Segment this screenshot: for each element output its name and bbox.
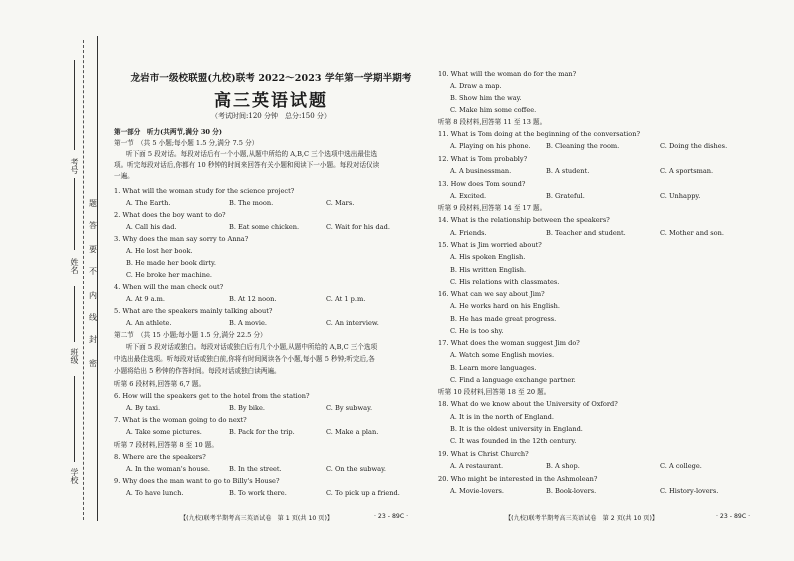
option-b: B. The moon. — [229, 199, 274, 207]
label-name: 姓名 — [70, 258, 79, 274]
question-text: 15. What is Jim worried about? — [438, 241, 542, 249]
question-text: 7. What is the woman going to do next? — [114, 416, 247, 424]
option-c: C. Mother and son. — [660, 229, 724, 237]
question-text: 20. Who might be interested in the Ashmolean? — [438, 475, 598, 483]
option-a: A. Watch some English movies. — [450, 351, 555, 359]
option-a: A. His spoken English. — [450, 253, 526, 261]
option-a: A. Call his dad. — [126, 223, 177, 231]
question-text: 13. How does Tom sound? — [438, 180, 526, 188]
exam-number-line — [74, 60, 75, 150]
option-b: B. He made her book dirty. — [126, 259, 216, 267]
option-a: A. Draw a map. — [450, 82, 502, 90]
option-c: C. By subway. — [326, 404, 373, 412]
option-a: A. A businessman. — [450, 167, 512, 175]
page-footer-right: 【(九校)联考半期考高三英语试卷 第 2 页(共 10 页)】 — [505, 515, 659, 522]
option-a: A. To have lunch. — [126, 489, 184, 497]
binding-dashed-line — [83, 40, 84, 520]
question-text: 12. What is Tom probably? — [438, 155, 528, 163]
option-c: C. Make him some coffee. — [450, 106, 537, 114]
question-text: 11. What is Tom doing at the beginning of the conversation? — [438, 130, 641, 138]
option-c: C. Find a language exchange partner. — [450, 376, 576, 384]
instruction-line: 中选出最佳选项。听每段对话或独白前,你将有时间阅读各个小题,每小题 5 秒钟;听完后,各 — [114, 355, 375, 363]
seal-char: 密 — [89, 359, 97, 368]
option-b: B. Learn more languages. — [450, 364, 537, 372]
question-text: 10. What will the woman do for the man? — [438, 70, 577, 78]
label-school: 学校 — [70, 468, 79, 484]
option-b: B. By bike. — [229, 404, 266, 412]
option-c: C. It was founded in the 12th century. — [450, 437, 577, 445]
material-note: 听第 7 段材料,回答第 8 至 10 题。 — [114, 441, 218, 449]
option-c: C. On the subway. — [326, 465, 387, 473]
option-a: A. The Earth. — [126, 199, 171, 207]
option-b: B. His written English. — [450, 266, 527, 274]
option-c: C. To pick up a friend. — [326, 489, 400, 497]
option-b: B. A movie. — [229, 319, 267, 327]
question-text: 2. What does the boy want to do? — [114, 211, 226, 219]
option-a: A. Excited. — [450, 192, 487, 200]
option-c: C. At 1 p.m. — [326, 295, 366, 303]
part-heading: 第二节 （共 15 小题;每小题 1.5 分,满分 22.5 分） — [114, 331, 267, 339]
instruction-line: 小题将给出 5 秒钟的作答时间。每段对话或独白读两遍。 — [114, 367, 281, 375]
option-c: C. Unhappy. — [660, 192, 701, 200]
question-text: 8. Where are the speakers? — [114, 453, 206, 461]
option-b: B. A student. — [546, 167, 590, 175]
question-text: 18. What do we know about the University of Oxford? — [438, 400, 618, 408]
option-a: A. He lost her book. — [126, 247, 193, 255]
exam-title: 龙岩市一级校联盟(九校)联考 2022～2023 学年第一学期半期考 — [130, 73, 412, 84]
seal-char: 封 — [89, 335, 97, 344]
option-c: C. Make a plan. — [326, 428, 379, 436]
material-note: 听第 8 段材料,回答第 11 至 13 题。 — [438, 118, 547, 126]
page-footer-left: 【(九校)联考半期考高三英语试卷 第 1 页(共 10 页)】 — [180, 515, 334, 522]
seal-char: 题 — [89, 199, 97, 208]
option-a: A. Friends. — [450, 229, 487, 237]
instruction-line: 听下面 5 段对话或独白。每段对话或独白后有几个小题,从题中所给的 A,B,C 三个选项 — [126, 343, 378, 351]
seal-char: 要 — [89, 245, 97, 254]
option-a: A. In the woman's house. — [126, 465, 210, 473]
label-exam-number: 考号 — [70, 158, 79, 174]
option-a: A. Take some pictures. — [126, 428, 202, 436]
option-a: A. He works hard on his English. — [450, 302, 560, 310]
option-a: A. At 9 a.m. — [126, 295, 166, 303]
binding-margin — [0, 0, 100, 561]
option-c: C. He broke her machine. — [126, 271, 212, 279]
option-b: B. At 12 noon. — [229, 295, 277, 303]
paper-code-right: · 23 - 89C · — [716, 513, 751, 520]
option-a: A. A restaurant. — [450, 462, 504, 470]
question-text: 1. What will the woman study for the science project? — [114, 187, 295, 195]
seal-char: 不 — [89, 267, 97, 276]
material-note: 听第 10 段材料,回答第 18 至 20 题。 — [438, 388, 551, 396]
option-c: C. A college. — [660, 462, 702, 470]
option-c: C. Mars. — [326, 199, 355, 207]
question-text: 19. What is Christ Church? — [438, 450, 529, 458]
option-c: C. Wait for his dad. — [326, 223, 390, 231]
option-c: C. A sportsman. — [660, 167, 714, 175]
option-c: C. History-lovers. — [660, 487, 719, 495]
option-b: B. To work there. — [229, 489, 287, 497]
subject-title: 高三英语试题 — [214, 91, 328, 111]
question-text: 5. What are the speakers mainly talking about? — [114, 307, 273, 315]
question-text: 16. What can we say about Jim? — [438, 290, 545, 298]
instruction-line: 项。听完每段对话后,你都有 10 秒钟的时间来回答有关小题和阅读下一小题。每段对话仅读 — [114, 161, 380, 169]
question-text: 3. Why does the man say sorry to Anna? — [114, 235, 249, 243]
option-c: C. He is too shy. — [450, 327, 504, 335]
option-a: A. It is in the north of England. — [450, 413, 554, 421]
option-a: A. An athlete. — [126, 319, 172, 327]
question-text: 9. Why does the man want to go to Billy's House? — [114, 477, 280, 485]
section-heading: 第一部分 听力(共两节,满分 30 分) — [114, 128, 223, 136]
part-heading: 第一节 （共 5 小题;每小题 1.5 分,满分 7.5 分） — [114, 139, 259, 147]
question-text: 6. How will the speakers get to the hotel from the station? — [114, 392, 310, 400]
option-a: A. Playing on his phone. — [450, 142, 531, 150]
option-b: B. A shop. — [546, 462, 580, 470]
option-a: A. By taxi. — [126, 404, 161, 412]
label-class: 班级 — [70, 348, 79, 364]
option-c: C. Doing the dishes. — [660, 142, 728, 150]
school-line — [74, 376, 75, 462]
paper-code-left: · 23 - 89C · — [374, 513, 409, 520]
option-b: B. Grateful. — [546, 192, 585, 200]
question-text: 4. When will the man check out? — [114, 283, 224, 291]
option-b: B. Teacher and student. — [546, 229, 626, 237]
name-line — [74, 178, 75, 250]
option-c: C. An interview. — [326, 319, 379, 327]
seal-char: 线 — [89, 313, 97, 322]
binding-cut-line — [97, 36, 98, 521]
option-b: B. Pack for the trip. — [229, 428, 295, 436]
option-b: B. Show him the way. — [450, 94, 522, 102]
option-b: B. It is the oldest university in England. — [450, 425, 583, 433]
option-b: B. Cleaning the room. — [546, 142, 620, 150]
option-b: B. Book-lovers. — [546, 487, 597, 495]
material-note: 听第 6 段材料,回答第 6,7 题。 — [114, 380, 206, 388]
question-text: 17. What does the woman suggest Jim do? — [438, 339, 580, 347]
seal-char: 答 — [89, 221, 97, 230]
question-text: 14. What is the relationship between the speakers? — [438, 216, 610, 224]
option-a: A. Movie-lovers. — [450, 487, 504, 495]
seal-char: 内 — [89, 291, 97, 300]
class-line — [74, 286, 75, 342]
option-c: C. His relations with classmates. — [450, 278, 560, 286]
option-b: B. He has made great progress. — [450, 315, 557, 323]
instruction-line: 听下面 5 段对话。每段对话后有一个小题,从题中所给的 A,B,C 三个选项中选出最佳选 — [126, 150, 378, 158]
material-note: 听第 9 段材料,回答第 14 至 17 题。 — [438, 204, 547, 212]
option-b: B. Eat some chicken. — [229, 223, 300, 231]
instruction-line: 一遍。 — [114, 172, 134, 180]
exam-info: （考试时间:120 分钟 总分:150 分） — [211, 112, 331, 120]
option-b: B. In the street. — [229, 465, 282, 473]
